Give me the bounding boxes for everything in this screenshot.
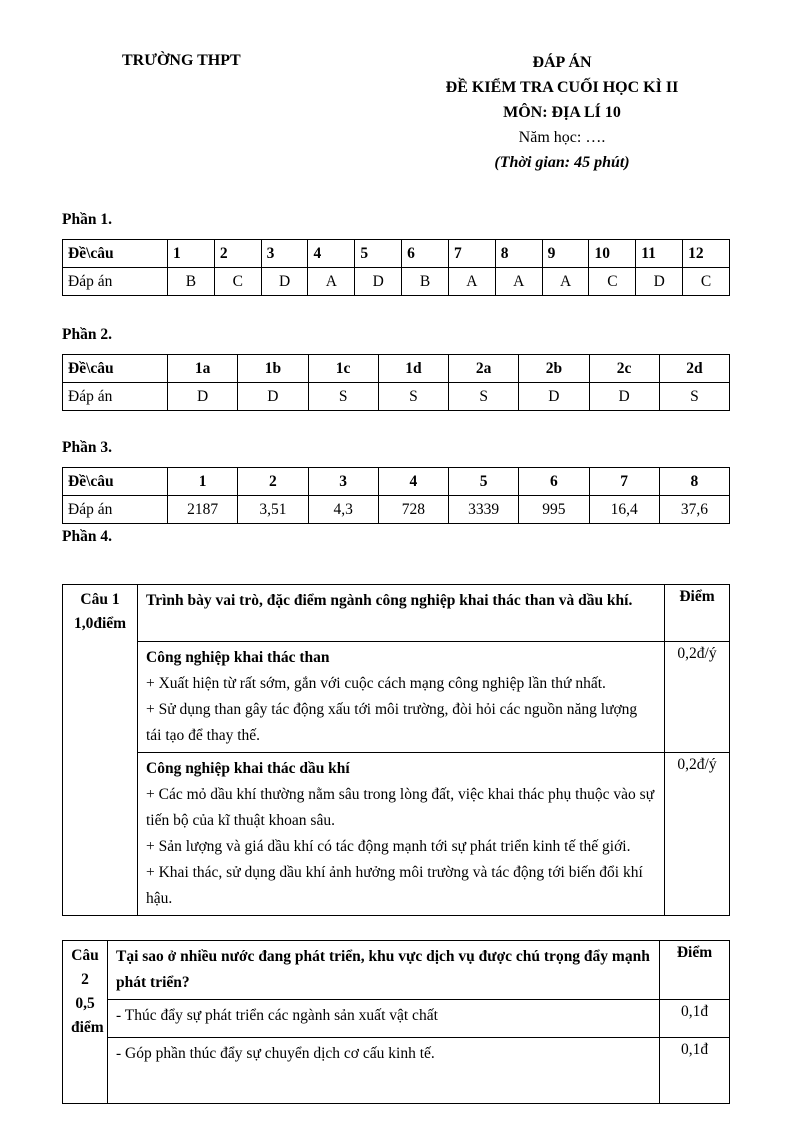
question1-title-row xyxy=(63,585,730,642)
section1-point: + Sử dụng than gây tác động xấu tới môi trường, đòi hỏi các nguồn năng lượng tái tạo để thay thế. xyxy=(146,701,638,744)
answer-cell: S xyxy=(308,383,378,411)
answer-label-cell: Đáp án xyxy=(63,496,168,524)
question1-table xyxy=(62,584,730,916)
exam-title: ĐỀ KIỂM TRA CUỐI HỌC KÌ II xyxy=(445,79,679,96)
answer-cell: 995 xyxy=(519,496,589,524)
answer-cell: 37,6 xyxy=(659,496,729,524)
answer-cell: D xyxy=(355,268,402,296)
column-header-cell: 1b xyxy=(238,355,308,383)
answer-cell: S xyxy=(449,383,519,411)
row-label-cell: Đề\câu xyxy=(63,355,168,383)
section1-point: + Xuất hiện từ rất sớm, gắn với cuộc cách mạng công nghiệp lần thứ nhất. xyxy=(146,675,606,692)
answer-cell: D xyxy=(238,383,308,411)
question2-label-line: 0,5 xyxy=(75,995,95,1012)
question2-title: Tại sao ở nhiều nước đang phát triển, khu vực dịch vụ được chú trọng đẩy mạnh phát triển? xyxy=(108,941,660,1000)
part3-header-row xyxy=(63,468,730,496)
question2-label-line: điểm xyxy=(71,1019,104,1036)
column-header-cell: 2d xyxy=(659,355,729,383)
column-header-cell: 2a xyxy=(449,355,519,383)
section1-heading: Công nghiệp khai thác than xyxy=(146,649,330,666)
question2-title-row xyxy=(63,941,730,1000)
question2-answer2: - Góp phần thúc đẩy sự chuyển dịch cơ cấu kinh tế. xyxy=(108,1038,660,1104)
answer-cell: A xyxy=(542,268,589,296)
column-header-cell: 2b xyxy=(519,355,589,383)
column-header-cell: 5 xyxy=(449,468,519,496)
column-header-cell: 10 xyxy=(589,240,636,268)
question2-label-cell xyxy=(63,941,108,1104)
answer-cell: B xyxy=(168,268,215,296)
answer-cell: A xyxy=(448,268,495,296)
column-header-cell: 8 xyxy=(659,468,729,496)
question1-number: Câu 1 xyxy=(80,591,120,608)
answer-cell: 728 xyxy=(378,496,448,524)
row-label-cell: Đề\câu xyxy=(63,468,168,496)
column-header-cell: 8 xyxy=(495,240,542,268)
section2-point: + Các mỏ dầu khí thường nằm sâu trong lòng đất, việc khai thác phụ thuộc vào sự tiến bộ của kĩ thuật khoan sâu. xyxy=(146,786,655,829)
subject-title: MÔN: ĐỊA LÍ 10 xyxy=(503,104,621,121)
answer-cell: C xyxy=(683,268,730,296)
question2-table xyxy=(62,940,730,1104)
question1-section1-row xyxy=(63,642,730,753)
answer-cell: 3339 xyxy=(449,496,519,524)
part3-table xyxy=(62,467,730,524)
part2-answer-row xyxy=(63,383,730,411)
answer-cell: D xyxy=(168,383,238,411)
answer-cell: 4,3 xyxy=(308,496,378,524)
question1-section2-content xyxy=(138,753,665,916)
question1-points: 1,0điểm xyxy=(73,615,127,632)
section2-point: + Sản lượng và giá dầu khí có tác động mạnh tới sự phát triển kinh tế thế giới. xyxy=(146,838,631,855)
column-header-cell: 7 xyxy=(589,468,659,496)
column-header-cell: 5 xyxy=(355,240,402,268)
answer-cell: B xyxy=(402,268,449,296)
answer-cell: 2187 xyxy=(168,496,238,524)
question2-score1: 0,1đ xyxy=(660,1000,730,1038)
part1-heading: Phần 1. xyxy=(62,211,112,228)
section2-point: + Khai thác, sử dụng dầu khí ảnh hưởng môi trường và tác động tới biến đổi khí hậu. xyxy=(146,864,643,907)
part1-answer-row xyxy=(63,268,730,296)
answer-cell: D xyxy=(261,268,308,296)
section1-score: 0,2đ/ý xyxy=(665,642,730,753)
answer-key-title: ĐÁP ÁN xyxy=(532,54,592,71)
column-header-cell: 3 xyxy=(261,240,308,268)
question2-answer1: - Thúc đẩy sự phát triển các ngành sản xuất vật chất xyxy=(108,1000,660,1038)
column-header-cell: 2 xyxy=(238,468,308,496)
column-header-cell: 1 xyxy=(168,240,215,268)
part2-heading: Phần 2. xyxy=(62,326,112,343)
part3-heading: Phần 3. xyxy=(62,439,112,456)
part1-table xyxy=(62,239,730,296)
column-header-cell: 1a xyxy=(168,355,238,383)
school-name: TRƯỜNG THPT xyxy=(122,52,241,69)
column-header-cell: 9 xyxy=(542,240,589,268)
answer-cell: C xyxy=(589,268,636,296)
section2-heading: Công nghiệp khai thác dầu khí xyxy=(146,760,350,777)
answer-cell: S xyxy=(378,383,448,411)
column-header-cell: 2c xyxy=(589,355,659,383)
header-left-block xyxy=(62,50,392,175)
question1-section2-row xyxy=(63,753,730,916)
question1-label-cell xyxy=(63,585,138,916)
exam-duration: (Thời gian: 45 phút) xyxy=(494,154,630,171)
column-header-cell: 3 xyxy=(308,468,378,496)
column-header-cell: 6 xyxy=(402,240,449,268)
question2-diem-header: Điểm xyxy=(660,941,730,1000)
part3-answer-row xyxy=(63,496,730,524)
document-header xyxy=(62,50,732,175)
column-header-cell: 1d xyxy=(378,355,448,383)
part2-header-row xyxy=(63,355,730,383)
answer-label-cell: Đáp án xyxy=(63,268,168,296)
answer-cell: A xyxy=(495,268,542,296)
part2-table xyxy=(62,354,730,411)
question2-score2: 0,1đ xyxy=(660,1038,730,1104)
answer-cell: 16,4 xyxy=(589,496,659,524)
row-label-cell: Đề\câu xyxy=(63,240,168,268)
column-header-cell: 6 xyxy=(519,468,589,496)
question1-section1-content xyxy=(138,642,665,753)
column-header-cell: 2 xyxy=(214,240,261,268)
column-header-cell: 4 xyxy=(378,468,448,496)
answer-cell: D xyxy=(589,383,659,411)
column-header-cell: 12 xyxy=(683,240,730,268)
question2-row2 xyxy=(63,1038,730,1104)
answer-cell: D xyxy=(636,268,683,296)
question2-label-line: Câu xyxy=(71,947,99,964)
answer-cell: C xyxy=(214,268,261,296)
column-header-cell: 7 xyxy=(448,240,495,268)
school-year: Năm học: …. xyxy=(518,129,606,146)
column-header-cell: 4 xyxy=(308,240,355,268)
part1-header-row xyxy=(63,240,730,268)
column-header-cell: 11 xyxy=(636,240,683,268)
answer-cell: S xyxy=(659,383,729,411)
question2-label-line: 2 xyxy=(81,971,89,988)
section2-score: 0,2đ/ý xyxy=(665,753,730,916)
answer-cell: D xyxy=(519,383,589,411)
part4-heading: Phần 4. xyxy=(62,528,112,545)
column-header-cell: 1c xyxy=(308,355,378,383)
answer-cell: 3,51 xyxy=(238,496,308,524)
question1-title: Trình bày vai trò, đặc điểm ngành công nghiệp khai thác than và dầu khí. xyxy=(138,585,665,642)
answer-cell: A xyxy=(308,268,355,296)
column-header-cell: 1 xyxy=(168,468,238,496)
question1-diem-header: Điểm xyxy=(665,585,730,642)
header-title-block xyxy=(392,50,732,175)
answer-label-cell: Đáp án xyxy=(63,383,168,411)
question2-row1 xyxy=(63,1000,730,1038)
